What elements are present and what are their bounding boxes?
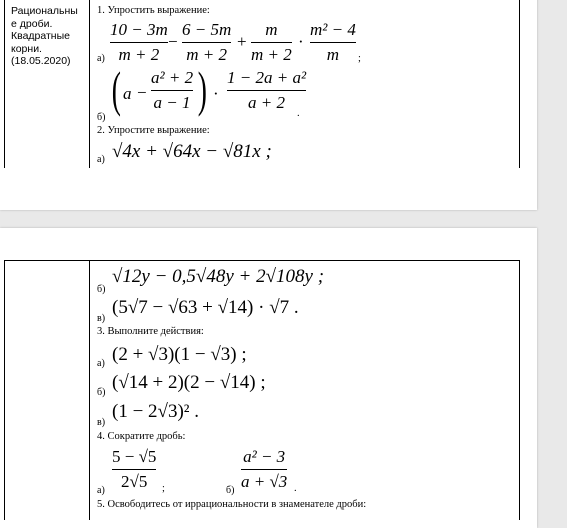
fraction-bar [241,469,287,470]
fraction-bar [227,90,306,91]
task3-c-expression: (1 − 2√3)² . [112,401,199,422]
paren-open: ( [111,61,121,117]
table-border-top [4,260,520,261]
topic-line: Квадратные [11,30,70,42]
task1-a-fraction-4 [310,20,356,65]
task1-a-label: а) [97,53,105,64]
task3-heading: 3. Выполните действия: [97,326,204,337]
task2-a-label: а) [97,154,105,165]
topic-line: (18.05.2020) [11,55,71,67]
operator-minus: − [168,32,178,51]
operator-plus: + [237,32,247,51]
operator-dot: · [298,32,304,51]
table-border-left [4,0,5,168]
fraction-numerator: 6 − 5m [182,20,232,39]
task3-b-label: б) [97,387,106,398]
task3-a-expression: (2 + √3)(1 − √3) ; [112,344,247,365]
task4-a-fraction [112,447,156,492]
fraction-bar [110,42,168,43]
fraction-denominator: m + 2 [118,45,160,64]
task1-b-fraction-2 [227,68,306,113]
fraction-bar [310,42,356,43]
fraction-denominator: m + 2 [186,45,227,64]
expression-end: . [297,108,300,119]
task2-b-expression: √12y − 0,5√48y + 2√108y ; [112,266,325,287]
expression-end: ; [358,53,361,64]
operator-dot: · [213,84,219,103]
fraction-numerator: m² − 4 [310,20,356,39]
fraction-denominator: a − 1 [153,93,191,112]
task4-b-label: б) [226,485,235,496]
fraction-numerator: m [265,20,278,39]
task1-b-label: б) [97,112,106,123]
task5-heading: 5. Освободитесь от иррациональности в знаменателе дроби: [97,499,367,510]
task1-a-fraction-1 [110,20,168,65]
fraction-denominator: a + 2 [248,93,286,112]
operator-minus: − [137,83,147,102]
table-border-right [519,0,520,168]
task1-a-fraction-3 [251,20,292,65]
task3-b-expression: (√14 + 2)(2 − √14) ; [112,372,266,393]
task2-a-expression: √4x + √64x − √81x ; [112,141,272,162]
fraction-bar [151,90,193,91]
expression-end: ; [162,483,165,494]
task4-a-label: а) [97,485,105,496]
task2-c-label: в) [97,313,106,324]
fraction-numerator: 10 − 3m [110,20,168,39]
fraction-bar [251,42,292,43]
topic-line: Рациональны [11,5,78,17]
task3-c-label: в) [97,417,106,428]
document-page-1 [0,0,537,210]
table-border-col1 [89,0,90,168]
document-page-2 [0,228,537,528]
task3-a-label: а) [97,358,105,369]
fraction-bar [182,42,231,43]
fraction-denominator: a + √3 [241,472,288,491]
task2-c-expression: (5√7 − √63 + √14) · √7 . [112,297,299,318]
topic-line: е дроби. [11,17,53,30]
task1-a-fraction-2 [182,20,231,65]
fraction-numerator: a² − 3 [243,447,286,466]
fraction-numerator: 5 − √5 [112,447,157,466]
task2-heading: 2. Упростите выражение: [97,125,210,136]
task1-heading: 1. Упростить выражение: [97,5,210,16]
expression-end: . [294,483,297,494]
task2-b-label: б) [97,284,106,295]
table-border-col1 [89,260,90,520]
task4-heading: 4. Сократите дробь: [97,431,186,442]
table-border-left [4,260,5,520]
fraction-numerator: a² + 2 [151,68,194,87]
fraction-denominator: m + 2 [251,45,292,64]
table-border-right [519,260,520,520]
paren-close: ) [197,61,207,117]
topic-cell [11,5,78,68]
topic-line: корни. [11,42,42,55]
task1-b-inner-fraction [151,68,193,113]
fraction-denominator: 2√5 [121,472,148,491]
fraction-denominator: m [326,45,340,64]
task4-b-fraction [241,447,287,492]
fraction-bar [112,469,156,470]
fraction-numerator: 1 − 2a + a² [227,68,307,87]
variable-a: a [123,84,132,103]
